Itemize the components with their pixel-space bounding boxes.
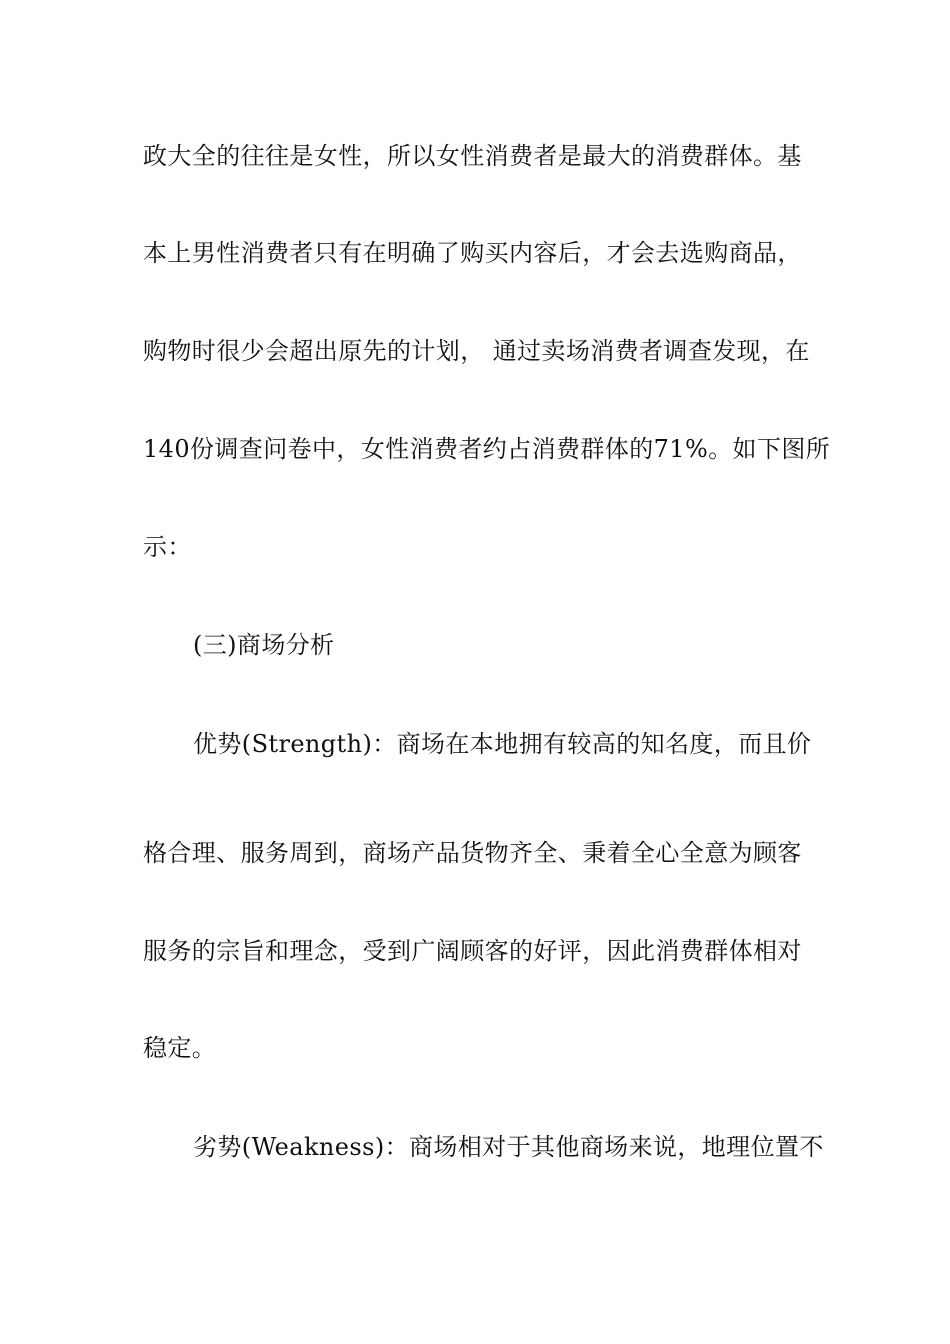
- paragraph-line: 140份调查问卷中，女性消费者约占消费群体的71%。如下图所: [143, 435, 831, 463]
- paragraph-line: 购物时很少会超出原先的计划， 通过卖场消费者调查发现，在: [143, 337, 810, 365]
- paragraph-line: 稳定。: [143, 1034, 217, 1062]
- paragraph-line: 政大全的往往是女性，所以女性消费者是最大的消费群体。基: [143, 142, 802, 170]
- section-heading: (三)商场分析: [193, 631, 335, 659]
- paragraph-line: 劣势(Weakness)：商场相对于其他商场来说，地理位置不: [193, 1133, 824, 1161]
- paragraph-line: 本上男性消费者只有在明确了购买内容后，才会去选购商品，: [143, 239, 802, 267]
- paragraph-line: 优势(Strength)：商场在本地拥有较高的知名度，而且价: [193, 730, 812, 758]
- paragraph-line: 服务的宗旨和理念，受到广阔顾客的好评，因此消费群体相对: [143, 937, 802, 965]
- paragraph-line: 示：: [143, 533, 192, 561]
- paragraph-line: 格合理、服务周到，商场产品货物齐全、秉着全心全意为顾客: [143, 839, 802, 867]
